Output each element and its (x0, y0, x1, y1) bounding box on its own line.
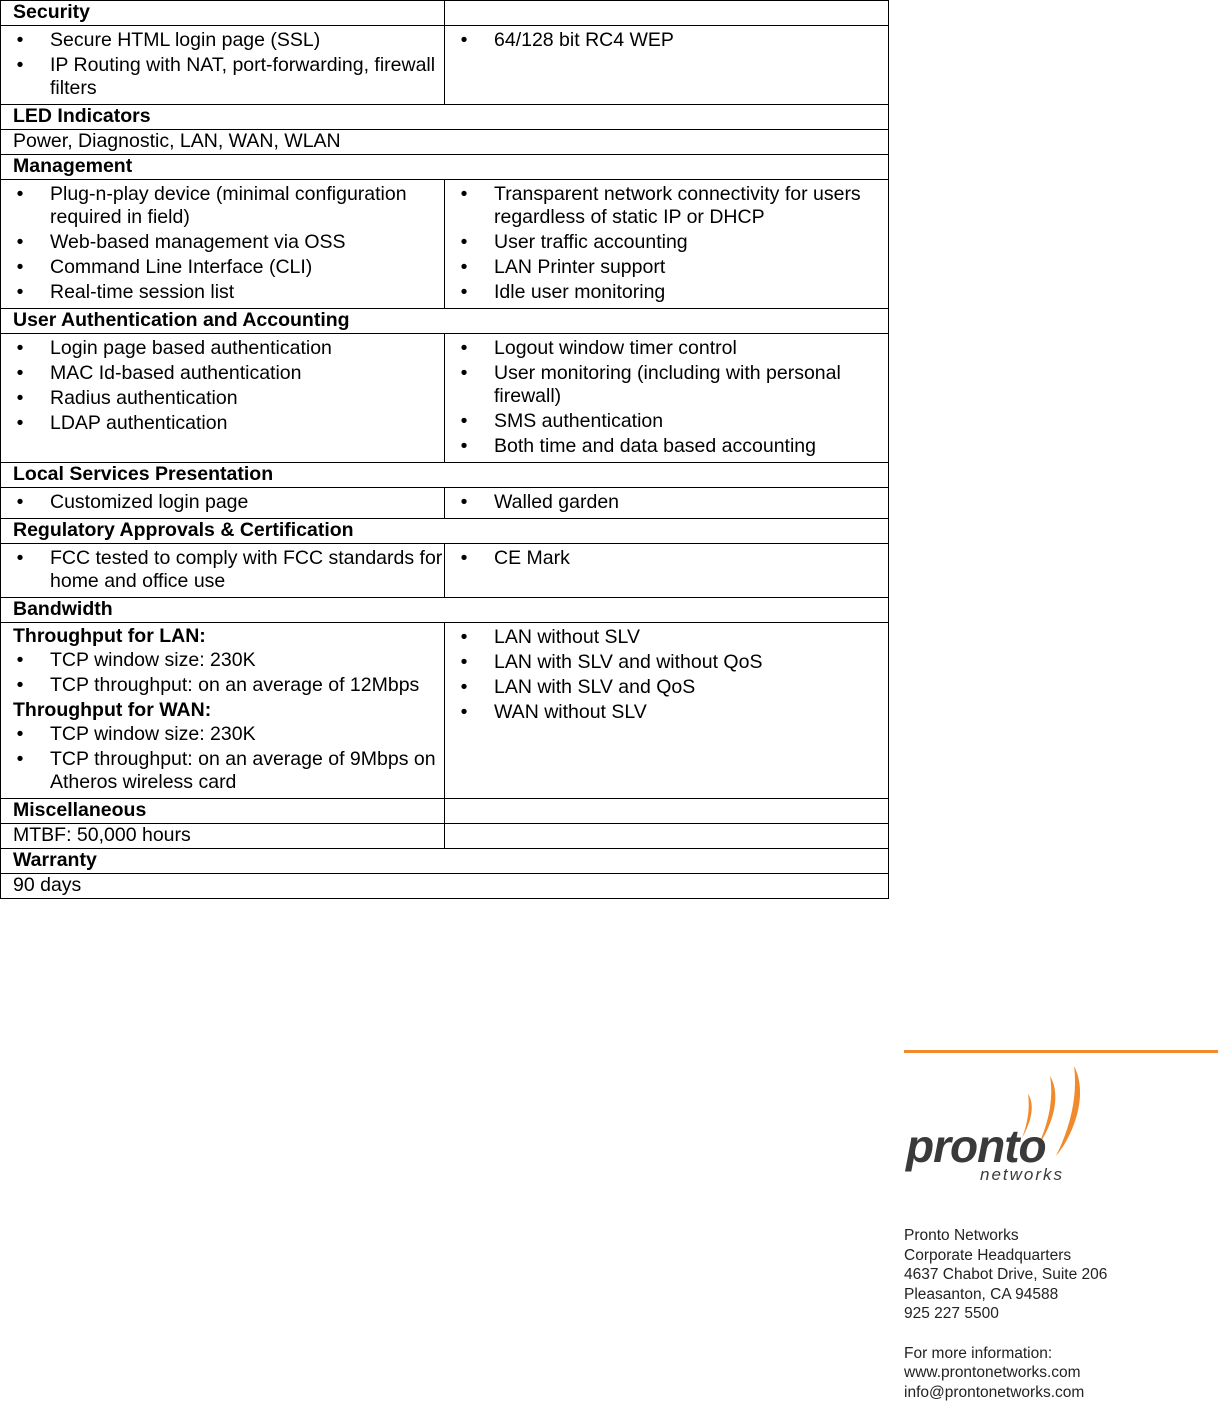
bullet-icon: • (457, 491, 471, 514)
list-item (457, 231, 888, 254)
local-header: Local Services Presentation (1, 463, 889, 488)
company-email-link[interactable]: info@prontonetworks.com (904, 1383, 1107, 1402)
company-address-block (904, 1226, 1107, 1402)
management-left-cell (1, 180, 445, 309)
list-item-text: Secure HTML login page (SSL) (50, 29, 320, 51)
logo-wave-3-icon (1056, 1066, 1080, 1156)
company-name: Pronto Networks (904, 1226, 1107, 1246)
list-item (457, 362, 888, 408)
bullet-icon: • (13, 387, 27, 410)
list-item-text: Transparent network connectivity for users regardless of static IP or DHCP (494, 183, 861, 228)
bullet-icon: • (457, 651, 471, 674)
list-item (13, 337, 444, 360)
bandwidth-header: Bandwidth (1, 598, 889, 623)
local-left-list (13, 491, 444, 514)
management-right-list (457, 183, 888, 304)
list-item-text: TCP window size: 230K (50, 723, 256, 745)
list-item-text: LAN with SLV and without QoS (494, 651, 762, 673)
list-item-text: Radius authentication (50, 387, 238, 409)
list-item (13, 387, 444, 410)
list-item (13, 412, 444, 435)
list-item-text: Both time and data based accounting (494, 435, 816, 457)
orange-divider (904, 1050, 1218, 1053)
list-item-text: Logout window timer control (494, 337, 737, 359)
list-item-text: WAN without SLV (494, 701, 647, 723)
management-header: Management (1, 155, 889, 180)
bullet-icon: • (13, 649, 27, 672)
bandwidth-right-cell (445, 623, 889, 799)
list-item (13, 29, 444, 52)
company-street: 4637 Chabot Drive, Suite 206 (904, 1265, 1107, 1285)
misc-value: MTBF: 50,000 hours (1, 824, 445, 849)
auth-left-list (13, 337, 444, 435)
list-item (457, 491, 888, 514)
list-item (457, 256, 888, 279)
local-left-cell (1, 488, 445, 519)
list-item (457, 337, 888, 360)
list-item-text: LAN without SLV (494, 626, 640, 648)
led-value: Power, Diagnostic, LAN, WAN, WLAN (1, 130, 889, 155)
bandwidth-left-cell (1, 623, 445, 799)
regulatory-left-list (13, 547, 444, 593)
regulatory-right-list (457, 547, 888, 570)
list-item (457, 547, 888, 570)
auth-right-cell (445, 334, 889, 463)
list-item (13, 723, 444, 746)
list-item-text: 64/128 bit RC4 WEP (494, 29, 674, 51)
company-hq: Corporate Headquarters (904, 1246, 1107, 1266)
list-item (457, 435, 888, 458)
list-item-text: SMS authentication (494, 410, 663, 432)
security-right-cell (445, 26, 889, 105)
security-left-cell (1, 26, 445, 105)
bullet-icon: • (13, 54, 27, 77)
list-item (13, 54, 444, 100)
list-item-text: Login page based authentication (50, 337, 332, 359)
list-item-text: TCP throughput: on an average of 12Mbps (50, 674, 419, 696)
wan-throughput-list (13, 723, 444, 794)
bullet-icon: • (457, 231, 471, 254)
company-phone: 925 227 5500 (904, 1304, 1107, 1324)
list-item-text: User monitoring (including with personal firewall) (494, 362, 841, 407)
list-item-text: CE Mark (494, 547, 570, 569)
bullet-icon: • (457, 626, 471, 649)
list-item (13, 256, 444, 279)
lan-throughput-list (13, 649, 444, 697)
company-website-link[interactable]: www.prontonetworks.com (904, 1363, 1107, 1383)
list-item (13, 748, 444, 794)
list-item-text: MAC Id-based authentication (50, 362, 301, 384)
bullet-icon: • (13, 256, 27, 279)
list-item-text: Walled garden (494, 491, 619, 513)
bullet-icon: • (13, 29, 27, 52)
bullet-icon: • (457, 435, 471, 458)
logo-wordmark: pronto (904, 1120, 1046, 1172)
list-item (13, 281, 444, 304)
wan-throughput-title: Throughput for WAN: (13, 699, 444, 722)
list-item (457, 676, 888, 699)
list-item (457, 281, 888, 304)
spec-table (0, 0, 889, 899)
bullet-icon: • (457, 256, 471, 279)
list-item-text: Command Line Interface (CLI) (50, 256, 312, 278)
auth-right-list (457, 337, 888, 458)
warranty-value: 90 days (1, 874, 889, 899)
bullet-icon: • (457, 547, 471, 570)
list-item-text: Idle user monitoring (494, 281, 665, 303)
misc-header-empty (445, 799, 889, 824)
management-right-cell (445, 180, 889, 309)
management-left-list (13, 183, 444, 304)
bullet-icon: • (457, 29, 471, 52)
regulatory-header: Regulatory Approvals & Certification (1, 519, 889, 544)
security-left-list (13, 29, 444, 100)
regulatory-right-cell (445, 544, 889, 598)
list-item-text: TCP window size: 230K (50, 649, 256, 671)
list-item-text: Real-time session list (50, 281, 234, 303)
bullet-icon: • (457, 676, 471, 699)
bullet-icon: • (457, 337, 471, 360)
bullet-icon: • (13, 362, 27, 385)
auth-header: User Authentication and Accounting (1, 309, 889, 334)
more-info-label: For more information: (904, 1344, 1107, 1364)
bullet-icon: • (457, 410, 471, 433)
auth-left-cell (1, 334, 445, 463)
list-item (13, 183, 444, 229)
list-item (13, 547, 444, 593)
bullet-icon: • (13, 491, 27, 514)
list-item-text: Web-based management via OSS (50, 231, 346, 253)
list-item (457, 410, 888, 433)
list-item (13, 649, 444, 672)
bandwidth-right-list (457, 626, 888, 724)
security-right-list (457, 29, 888, 52)
bullet-icon: • (457, 183, 471, 206)
led-header: LED Indicators (1, 105, 889, 130)
misc-value-empty (445, 824, 889, 849)
list-item-text: User traffic accounting (494, 231, 688, 253)
list-item (13, 491, 444, 514)
regulatory-left-cell (1, 544, 445, 598)
bullet-icon: • (13, 547, 27, 570)
local-right-cell (445, 488, 889, 519)
list-item-text: FCC tested to comply with FCC standards for home and office use (50, 547, 442, 592)
list-item-text: Plug-n-play device (minimal configuration required in field) (50, 183, 407, 228)
list-item-text: Customized login page (50, 491, 248, 513)
list-item-text: IP Routing with NAT, port-forwarding, firewall filters (50, 54, 435, 99)
list-item (457, 29, 888, 52)
list-item (457, 701, 888, 724)
bullet-icon: • (13, 337, 27, 360)
bullet-icon: • (457, 362, 471, 385)
bullet-icon: • (13, 723, 27, 746)
bullet-icon: • (13, 183, 27, 206)
list-item-text: LDAP authentication (50, 412, 227, 434)
company-city: Pleasanton, CA 94588 (904, 1285, 1107, 1305)
list-item-text: LAN Printer support (494, 256, 665, 278)
list-item (13, 231, 444, 254)
list-item-text: LAN with SLV and QoS (494, 676, 695, 698)
local-right-list (457, 491, 888, 514)
bullet-icon: • (13, 231, 27, 254)
bullet-icon: • (457, 701, 471, 724)
bullet-icon: • (13, 674, 27, 697)
list-item (457, 626, 888, 649)
list-item (457, 651, 888, 674)
security-header-empty (445, 1, 889, 26)
list-item (13, 362, 444, 385)
list-item-text: TCP throughput: on an average of 9Mbps on Atheros wireless card (50, 748, 436, 793)
warranty-header: Warranty (1, 849, 889, 874)
misc-header: Miscellaneous (1, 799, 445, 824)
bullet-icon: • (457, 281, 471, 304)
pronto-networks-logo (904, 1062, 1094, 1187)
logo-subtext: networks (980, 1165, 1064, 1184)
list-item (457, 183, 888, 229)
security-header: Security (1, 1, 445, 26)
bullet-icon: • (13, 412, 27, 435)
bullet-icon: • (13, 748, 27, 771)
lan-throughput-title: Throughput for LAN: (13, 625, 444, 648)
bullet-icon: • (13, 281, 27, 304)
list-item (13, 674, 444, 697)
